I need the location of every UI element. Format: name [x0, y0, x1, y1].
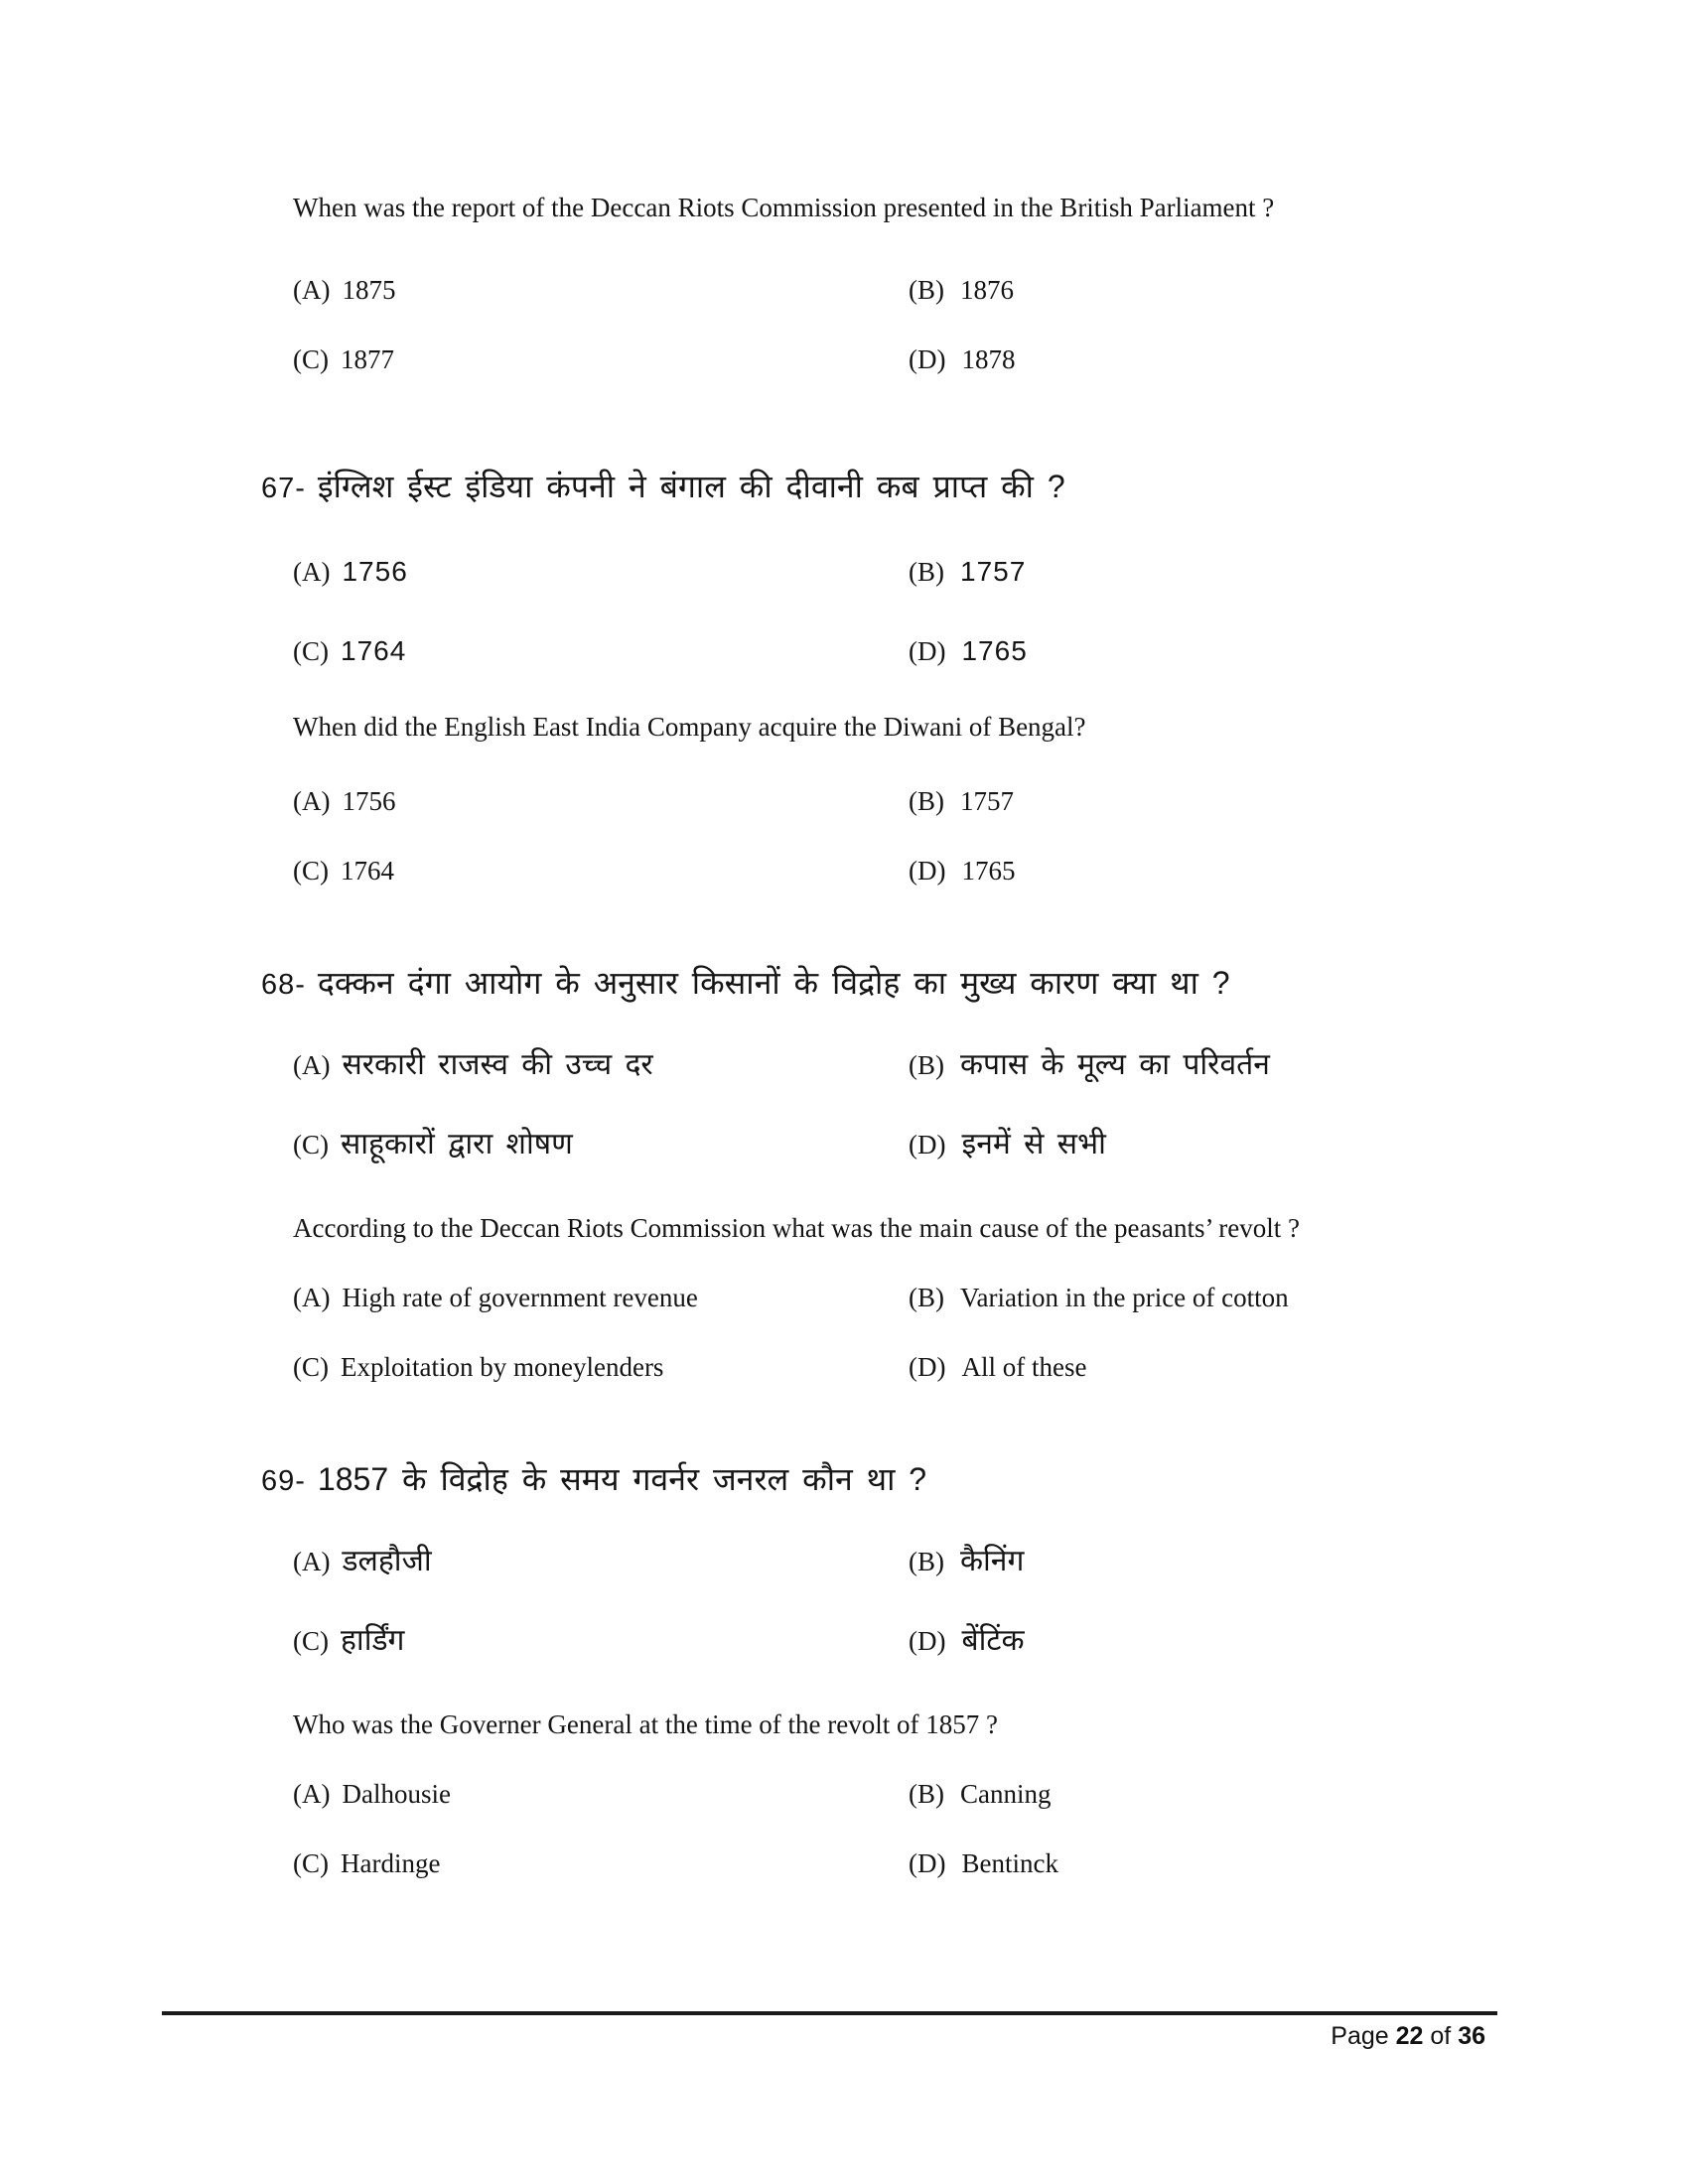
footer-divider [162, 2011, 1497, 2015]
option-c [293, 1352, 663, 1383]
option-label: (D) [909, 1626, 946, 1656]
question-wrap [261, 465, 1065, 507]
option-label: (C) [293, 856, 329, 886]
option-value: कैनिंग [960, 1545, 1025, 1577]
footer-page-number: 22 [1395, 2022, 1424, 2050]
option-value: 1756 [342, 786, 396, 816]
option-label: (C) [293, 344, 329, 374]
option-value: Variation in the price of cotton [960, 1283, 1289, 1312]
question-wrap [261, 961, 1230, 1004]
option-value: कपास के मूल्य का परिवर्तन [960, 1048, 1270, 1081]
question-text: इंग्लिश ईस्ट इंडिया कंपनी ने बंगाल की दीवानी कब प्राप्त की ? [317, 469, 1065, 504]
question-text: Who was the Governer General at the time of the revolt of 1857 ? [293, 1709, 998, 1739]
option-c [293, 1848, 440, 1879]
option-c [293, 1618, 404, 1659]
option-b [909, 556, 1026, 588]
footer-total-pages: 36 [1458, 2022, 1485, 2050]
option-value: 1765 [961, 635, 1028, 666]
option-label: (D) [909, 1352, 946, 1382]
option-label: (D) [909, 856, 946, 886]
option-value: 1877 [341, 344, 394, 374]
question-text: When did the English East India Company acquire the Diwani of Bengal? [293, 712, 1086, 742]
option-label: (D) [909, 344, 946, 374]
page-footer [162, 2022, 1485, 2051]
option-b [909, 275, 1014, 306]
footer-of-word: of [1430, 2022, 1452, 2050]
option-value: 1875 [342, 275, 396, 305]
option-a [293, 1042, 653, 1083]
option-label: (C) [293, 1848, 329, 1878]
option-label: (D) [909, 1848, 946, 1878]
footer-page-word: Page [1331, 2022, 1389, 2050]
option-value: सरकारी राजस्व की उच्च दर [342, 1048, 653, 1081]
option-d [909, 1122, 1106, 1162]
option-b [909, 1779, 1052, 1810]
option-value: High rate of government revenue [342, 1283, 698, 1312]
option-d [909, 1352, 1086, 1383]
option-label: (A) [293, 1283, 331, 1312]
option-label: (B) [909, 275, 944, 305]
option-c [293, 635, 406, 667]
option-label: (B) [909, 1050, 944, 1080]
option-value: 1756 [342, 556, 408, 587]
option-label: (B) [909, 1283, 944, 1312]
option-a [293, 275, 395, 306]
option-value: Dalhousie [342, 1779, 451, 1809]
option-d [909, 1848, 1058, 1879]
option-a [293, 1283, 698, 1313]
option-value: हार्डिंग [341, 1624, 405, 1657]
option-value: इनमें से सभी [961, 1128, 1106, 1160]
option-a [293, 786, 395, 817]
option-label: (A) [293, 1547, 331, 1576]
option-label: (B) [909, 1547, 944, 1576]
option-value: 1757 [960, 786, 1014, 816]
option-b [909, 1283, 1289, 1313]
option-d [909, 344, 1015, 375]
option-b [909, 786, 1014, 817]
option-value: 1764 [341, 635, 407, 666]
option-label: (B) [909, 1779, 944, 1809]
question-text: दक्कन दंगा आयोग के अनुसार किसानों के विद्रोह का मुख्य कारण क्या था ? [317, 965, 1230, 1001]
option-label: (D) [909, 1130, 946, 1160]
option-b [909, 1042, 1270, 1083]
option-b [909, 1539, 1024, 1579]
option-d [909, 635, 1028, 667]
question-number: 67- [261, 473, 306, 504]
option-label: (D) [909, 636, 946, 666]
option-value: बेंटिंक [961, 1624, 1025, 1657]
question-text: When was the report of the Deccan Riots Commission presented in the British Parliament ? [293, 193, 1275, 222]
question-text: 1857 के विद्रोह के समय गवर्नर जनरल कौन था ? [317, 1461, 927, 1497]
option-value: डलहौजी [342, 1545, 432, 1577]
option-value: 1876 [960, 275, 1014, 305]
option-value: 1765 [961, 856, 1016, 886]
option-value: Hardinge [341, 1848, 441, 1878]
question-number: 68- [261, 969, 306, 1001]
option-value: Bentinck [961, 1848, 1058, 1878]
option-label: (C) [293, 1626, 329, 1656]
option-value: 1878 [961, 344, 1016, 374]
question-number: 69- [261, 1465, 306, 1497]
option-c [293, 344, 394, 375]
option-label: (A) [293, 275, 331, 305]
option-c [293, 856, 394, 887]
option-a [293, 1779, 451, 1810]
option-value: All of these [961, 1352, 1087, 1382]
option-d [909, 1618, 1025, 1659]
option-value: साहूकारों द्वारा शोषण [341, 1128, 573, 1160]
option-value: Exploitation by moneylenders [341, 1352, 664, 1382]
option-d [909, 856, 1015, 887]
option-label: (A) [293, 786, 331, 816]
option-value: 1764 [341, 856, 394, 886]
option-value: Canning [960, 1779, 1052, 1809]
option-label: (A) [293, 1050, 331, 1080]
question-text: According to the Deccan Riots Commission what was the main cause of the peasants’ revolt ? [293, 1213, 1300, 1243]
option-a [293, 1539, 432, 1579]
option-label: (C) [293, 1352, 329, 1382]
option-label: (A) [293, 557, 331, 587]
option-label: (C) [293, 636, 329, 666]
option-label: (B) [909, 786, 944, 816]
option-c [293, 1122, 573, 1162]
option-label: (A) [293, 1779, 331, 1809]
option-label: (B) [909, 557, 944, 587]
option-label: (C) [293, 1130, 329, 1160]
option-a [293, 556, 408, 588]
question-wrap [261, 1457, 926, 1500]
option-value: 1757 [960, 556, 1027, 587]
